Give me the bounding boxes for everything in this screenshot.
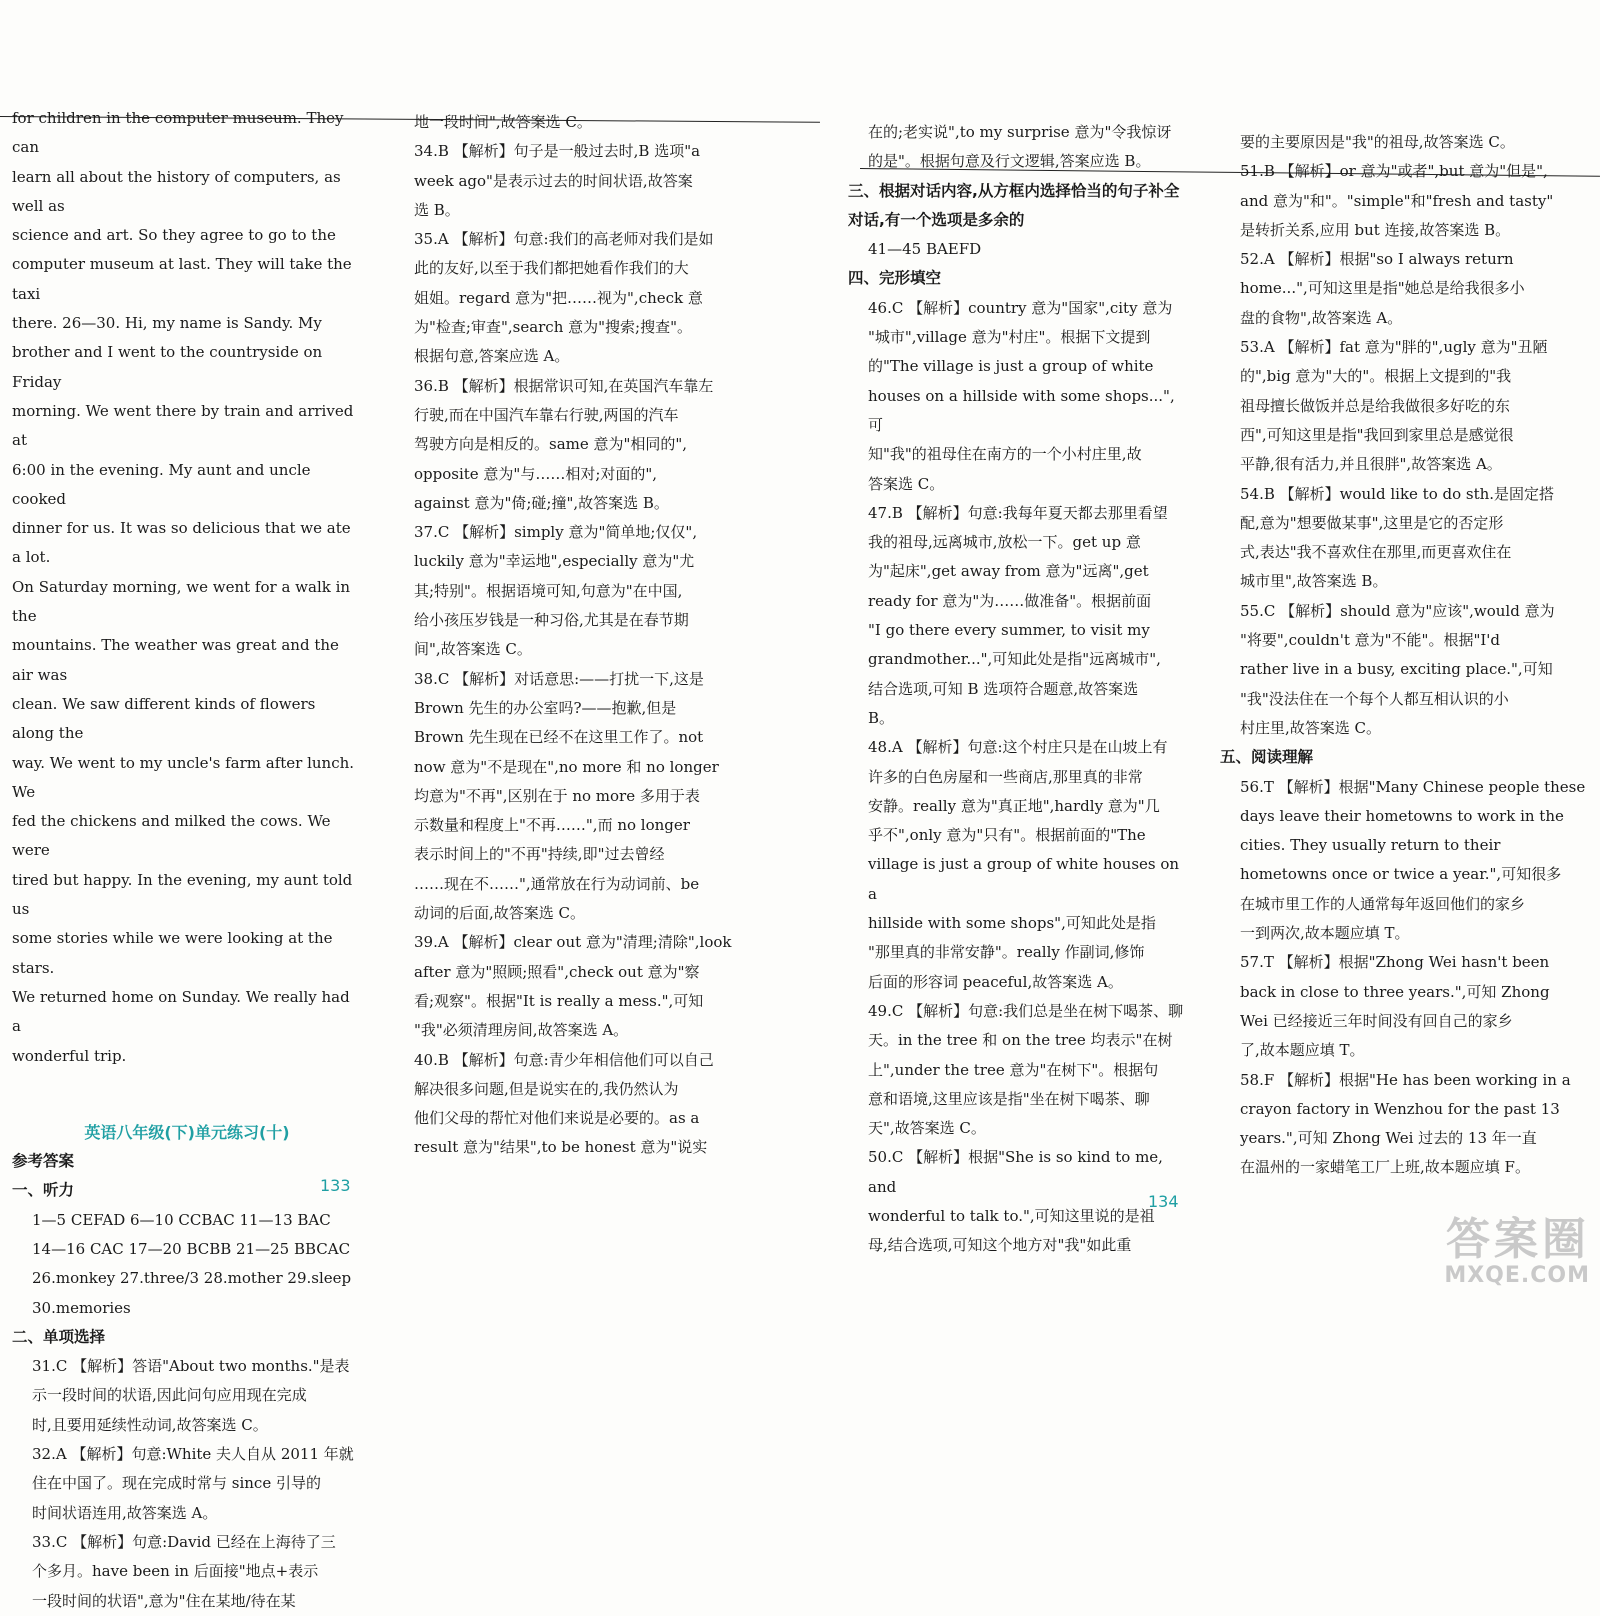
text-line: "我"没法住在一个每个人都互相认识的小 — [1240, 689, 1509, 708]
text-line: 为"检查;审查",search 意为"搜索;搜查"。 — [414, 318, 692, 337]
text-line: 解决很多问题,但是说实在的,我仍然认为 — [414, 1079, 679, 1098]
text-line: 选 B。 — [414, 200, 460, 219]
text-line: 姐姐。regard 意为"把……视为",check 意 — [414, 288, 703, 307]
text-line: 39.A 【解析】clear out 意为"清理;清除",look — [414, 933, 732, 952]
text-line: 1—5 CEFAD 6—10 CCBAC 11—13 BAC — [32, 1210, 331, 1229]
text-line: 49.C 【解析】句意:我们总是坐在树下喝茶、聊 — [868, 1001, 1184, 1020]
text-line: opposite 意为"与……相对;对面的", — [414, 464, 658, 483]
answers-31-33 — [12, 1352, 362, 1616]
watermark-logo — [1444, 1214, 1590, 1288]
text-line: 57.T 【解析】根据"Zhong Wei hasn't been — [1240, 953, 1550, 972]
ref-answer-heading: 参考答案 — [12, 1152, 75, 1171]
text-line: 天",故答案选 C。 — [868, 1119, 986, 1138]
text-line: tired but happy. In the evening, my aunt told us — [12, 870, 353, 919]
text-line: 26.monkey 27.three/3 28.mother 29.sleep — [32, 1269, 352, 1288]
text-line: week ago"是表示过去的时间状语,故答案 — [414, 171, 693, 190]
text-line: crayon factory in Wenzhou for the past 13 — [1240, 1099, 1560, 1118]
text-line: Brown 先生现在已经不在这里工作了。not — [414, 728, 704, 747]
text-line: 35.A 【解析】句意:我们的高老师对我们是如 — [414, 230, 714, 249]
text-line: 51.B 【解析】or 意为"或者",but 意为"但是", — [1240, 162, 1548, 181]
column-3 — [848, 118, 1188, 1261]
text-line: 个多月。have been in 后面接"地点+表示 — [32, 1562, 319, 1581]
text-line: 56.T 【解析】根据"Many Chinese people these — [1240, 777, 1586, 796]
text-line: 40.B 【解析】句意:青少年相信他们可以自己 — [414, 1050, 714, 1069]
text-line: 58.F 【解析】根据"He has been working in a — [1240, 1070, 1571, 1089]
page-number-133: 133 — [320, 1176, 351, 1195]
text-line: 意和语境,这里应该是指"坐在树下喝茶、聊 — [868, 1089, 1150, 1108]
text-line: there. 26—30. Hi, my name is Sandy. My — [12, 314, 322, 333]
text-line: 示数量和程度上"不再……",而 no longer — [414, 816, 690, 835]
text-line: 一到两次,故本题应填 T。 — [1240, 924, 1410, 943]
text-line: 此的友好,以至于我们都把她看作我们的大 — [414, 259, 689, 278]
text-line: 34.B 【解析】句子是一般过去时,B 选项"a — [414, 142, 701, 161]
text-line: 住在中国了。现在完成时常与 since 引导的 — [32, 1474, 321, 1493]
column-2 — [414, 108, 749, 1163]
text-line: On Saturday morning, we went for a walk in the — [12, 577, 351, 626]
text-line: 的是"。根据句意及行文逻辑,答案应选 B。 — [868, 152, 1151, 171]
text-line: 知"我"的祖母住在南方的一个小村庄里,故 — [868, 445, 1142, 464]
text-line: cities. They usually return to their — [1240, 836, 1501, 855]
text-line: 在的;老实说",to my surprise 意为"令我惊讶 — [868, 123, 1172, 141]
text-line: 14—16 CAC 17—20 BCBB 21—25 BBCAC — [32, 1239, 351, 1258]
text-line: "I go there every summer, to visit my — [868, 621, 1150, 640]
answers-46-50 — [848, 294, 1188, 1261]
text-line: 48.A 【解析】句意:这个村庄只是在山坡上有 — [868, 738, 1168, 757]
text-line: home...",可知这里是指"她总是给我很多小 — [1240, 279, 1525, 298]
reading-heading: 五、阅读理解 — [1220, 748, 1314, 767]
text-line: mountains. The weather was great and the air was — [12, 636, 339, 684]
text-line: ready for 意为"为……做准备"。根据前面 — [868, 591, 1152, 610]
text-line: 要的主要原因是"我"的祖母,故答案选 C。 — [1240, 133, 1515, 151]
text-line: 看;观察"。根据"It is really a mess.",可知 — [414, 991, 704, 1010]
text-line: 30.memories — [32, 1298, 131, 1317]
text-line: 安静。really 意为"真正地",hardly 意为"几 — [868, 796, 1160, 815]
listening-answers — [12, 1206, 362, 1323]
text-line: 31.C 【解析】答语"About two months."是表 — [32, 1357, 350, 1376]
watermark-title: 答案圈 — [1446, 1214, 1590, 1265]
page-number-134: 134 — [1148, 1192, 1179, 1211]
text-line: 间",故答案选 C。 — [414, 640, 532, 659]
text-line: brother and I went to the countryside on Friday — [12, 343, 323, 391]
text-line: 根据句意,答案应选 A。 — [414, 347, 570, 366]
text-line: "我"必须清理房间,故答案选 A。 — [414, 1021, 629, 1040]
text-line: 36.B 【解析】根据常识可知,在英国汽车靠左 — [414, 376, 714, 395]
text-line: for children in the computer museum. They can — [12, 109, 344, 157]
text-line: some stories while we were looking at the stars. — [12, 929, 333, 977]
single-choice-heading: 二、单项选择 — [12, 1327, 106, 1346]
text-line: and 意为"和"。"simple"和"fresh and tasty" — [1240, 191, 1554, 210]
text-line: Brown 先生的办公室吗?——抱歉,但是 — [414, 698, 677, 717]
text-line: 他们父母的帮忙对他们来说是必要的。as a — [414, 1109, 700, 1128]
text-line: 在城市里工作的人通常每年返回他们的家乡 — [1240, 894, 1526, 913]
text-line: luckily 意为"幸运地",especially 意为"尤 — [414, 552, 695, 571]
dialogue-heading: 三、根据对话内容,从方框内选择恰当的句子补全对话,有一个选项是多余的 — [848, 181, 1180, 229]
text-line: 动词的后面,故答案选 C。 — [414, 904, 586, 923]
text-line: grandmother...",可知此处是指"远离城市", — [868, 650, 1161, 669]
text-line: 在温州的一家蜡笔工厂上班,故本题应填 F。 — [1240, 1158, 1530, 1177]
text-line: B。 — [868, 708, 895, 727]
text-line: back in close to three years.",可知 Zhong — [1240, 982, 1550, 1001]
column-4 — [1220, 128, 1590, 1183]
text-line: 37.C 【解析】simply 意为"简单地;仅仅", — [414, 523, 698, 542]
text-line: 时,且要用延续性动词,故答案选 C。 — [32, 1415, 268, 1434]
text-line: hometowns once or twice a year.",可知很多 — [1240, 865, 1562, 884]
text-line: 时间状语连用,故答案选 A。 — [32, 1503, 218, 1522]
text-line: 其;特别"。根据语境可知,句意为"在中国, — [414, 581, 683, 600]
text-line: 平静,很有活力,并且很胖",故答案选 A。 — [1240, 455, 1502, 474]
section-title: 英语八年级(下)单元练习(十) — [84, 1122, 290, 1142]
cloze-heading: 四、完形填空 — [848, 269, 942, 288]
text-line: 乎不",only 意为"只有"。根据前面的"The — [868, 826, 1146, 845]
story-text — [12, 104, 362, 1071]
text-line: Wei 已经接近三年时间没有回自己的家乡 — [1240, 1011, 1513, 1030]
text-line: rather live in a busy, exciting place.",可知 — [1240, 660, 1553, 679]
text-line: dinner for us. It was so delicious that we ate a lot. — [12, 519, 351, 567]
listening-heading: 一、听力 — [12, 1181, 75, 1200]
text-line: 均意为"不再",区别在于 no more 多用于表 — [414, 786, 700, 805]
answers-33-40 — [414, 108, 749, 1163]
text-line: 47.B 【解析】句意:我每年夏天都去那里看望 — [868, 503, 1168, 522]
text-line: 祖母擅长做饭并总是给我做很多好吃的东 — [1240, 396, 1511, 415]
text-line: 西",可知这里是指"我回到家里总是感觉很 — [1240, 425, 1514, 444]
text-line: 行驶,而在中国汽车靠右行驶,两国的汽车 — [414, 405, 679, 424]
text-line: 为"起床",get away from 意为"远离",get — [868, 562, 1149, 581]
text-line: 53.A 【解析】fat 意为"胖的",ugly 意为"丑陋 — [1240, 338, 1548, 357]
answers-50-55 — [1220, 128, 1590, 743]
text-line: 46.C 【解析】country 意为"国家",city 意为 — [868, 298, 1173, 317]
text-line: wonderful trip. — [12, 1046, 127, 1065]
text-line: 天。in the tree 和 on the tree 均表示"在树 — [868, 1031, 1173, 1050]
text-line: ……现在不……",通常放在行为动词前、be — [414, 874, 700, 893]
text-line: village is just a group of white houses on a — [868, 855, 1180, 903]
text-line: 是转折关系,应用 but 连接,故答案选 B。 — [1240, 220, 1511, 239]
text-line: science and art. So they agree to go to the — [12, 226, 336, 245]
text-line: hillside with some shops",可知此处是指 — [868, 914, 1156, 933]
text-line: "将要",couldn't 意为"不能"。根据"I'd — [1240, 631, 1500, 650]
text-line: result 意为"结果",to be honest 意为"说实 — [414, 1138, 708, 1157]
text-line: 6:00 in the evening. My aunt and uncle cooked — [12, 460, 311, 508]
text-line: 55.C 【解析】should 意为"应该",would 意为 — [1240, 601, 1555, 620]
text-line: 52.A 【解析】根据"so I always return — [1240, 250, 1514, 269]
text-line: 我的祖母,远离城市,放松一下。get up 意 — [868, 533, 1141, 552]
text-line: 母,结合选项,可知这个地方对"我"如此重 — [868, 1236, 1132, 1255]
text-line: 配,意为"想要做某事",这里是它的否定形 — [1240, 513, 1504, 532]
text-line: fed the chickens and milked the cows. We were — [12, 812, 331, 860]
text-line: 38.C 【解析】对话意思:——打扰一下,这是 — [414, 669, 704, 688]
text-line: wonderful to talk to.",可知这里说的是祖 — [868, 1206, 1155, 1225]
text-line: 的"The village is just a group of white — [868, 357, 1154, 376]
text-line: We returned home on Sunday. We really had a — [12, 987, 350, 1036]
text-line: 50.C 【解析】根据"She is so kind to me, and — [868, 1148, 1163, 1196]
text-line: 示一段时间的状语,因此问句应用现在完成 — [32, 1386, 307, 1405]
text-line: clean. We saw different kinds of flowers along the — [12, 694, 316, 743]
text-line: 表示时间上的"不再"持续,即"过去曾经 — [414, 845, 665, 864]
text-line: 上",under the tree 意为"在树下"。根据句 — [868, 1060, 1159, 1079]
text-line: 结合选项,可知 B 选项符合题意,故答案选 — [868, 679, 1139, 698]
text-line: 许多的白色房屋和一些商店,那里真的非常 — [868, 767, 1143, 786]
text-line: way. We went to my uncle's farm after lunch. We — [12, 753, 355, 801]
text-line: years.",可知 Zhong Wei 过去的 13 年一直 — [1240, 1129, 1537, 1148]
text-line: computer museum at last. They will take the taxi — [12, 255, 352, 303]
text-line: 33.C 【解析】句意:David 已经在上海待了三 — [32, 1532, 336, 1551]
text-line: after 意为"照顾;照看",check out 意为"察 — [414, 962, 700, 981]
answers-56-58 — [1220, 773, 1590, 1183]
text-line: "那里真的非常安静"。really 作副词,修饰 — [868, 943, 1145, 962]
text-line: 给小孩压岁钱是一种习俗,尤其是在春节期 — [414, 611, 689, 630]
text-line: learn all about the history of computers, as well as — [12, 167, 341, 215]
text-line: 了,故本题应填 T。 — [1240, 1041, 1365, 1060]
text-line: 盘的食物",故答案选 A。 — [1240, 308, 1403, 327]
text-line: 驾驶方向是相反的。same 意为"相同的", — [414, 435, 688, 454]
text-line: "城市",village 意为"村庄"。根据下文提到 — [868, 328, 1151, 347]
text-line: 答案选 C。 — [868, 474, 945, 493]
column-1 — [12, 104, 362, 1616]
text-line: 的",big 意为"大的"。根据上文提到的"我 — [1240, 367, 1512, 386]
text-line: days leave their hometowns to work in the — [1240, 806, 1564, 825]
text-line: 32.A 【解析】句意:White 夫人自从 2011 年就 — [32, 1445, 354, 1464]
answers-41-45: 41—45 BAEFD — [868, 240, 982, 259]
text-line: 地一段时间",故答案选 C。 — [414, 113, 592, 131]
text-line: morning. We went there by train and arrived at — [12, 401, 354, 450]
text-line: 城市里",故答案选 B。 — [1240, 572, 1388, 591]
text-line: against 意为"倚;碰;撞",故答案选 B。 — [414, 493, 669, 512]
answers-39-40-cont — [848, 118, 1188, 177]
text-line: 54.B 【解析】would like to do sth.是固定搭 — [1240, 484, 1555, 503]
watermark-url: MXQE.COM — [1444, 1263, 1590, 1288]
text-line: houses on a hillside with some shops...",可 — [868, 386, 1175, 434]
text-line: 式,表达"我不喜欢住在那里,而更喜欢住在 — [1240, 543, 1512, 562]
text-line: 村庄里,故答案选 C。 — [1240, 718, 1382, 737]
text-line: 后面的形容词 peaceful,故答案选 A。 — [868, 972, 1123, 991]
text-line: now 意为"不是现在",no more 和 no longer — [414, 757, 719, 776]
text-line: 一段时间的状语",意为"住在某地/待在某 — [32, 1591, 296, 1610]
